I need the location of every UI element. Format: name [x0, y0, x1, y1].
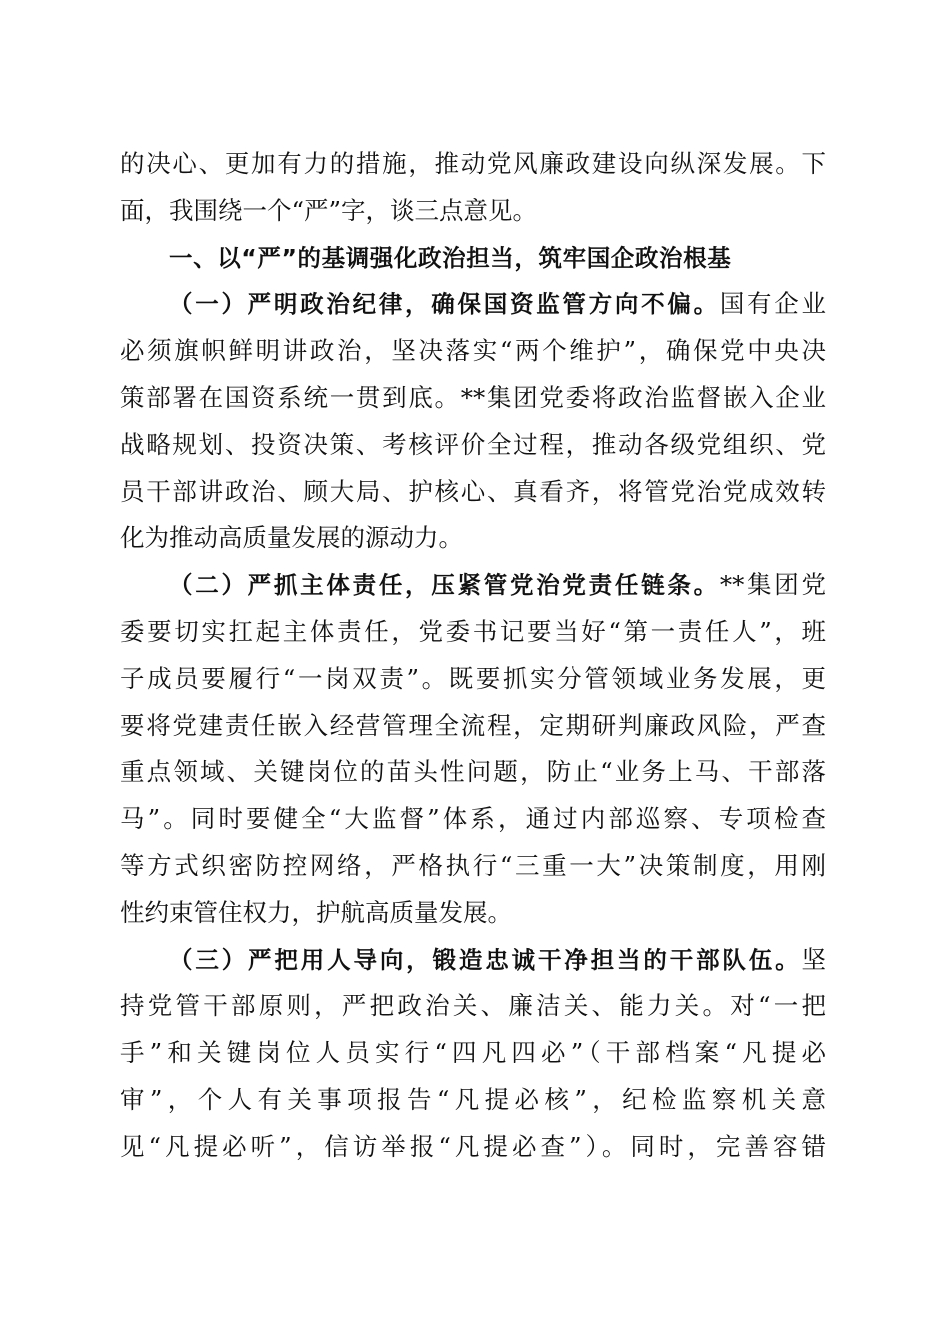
paragraph-2-subtitle: （二）严抓主体责任，压紧管党治党责任链条。	[169, 571, 720, 600]
paragraph-2-line: 性约束管住权力，护航高质量发展。	[120, 897, 512, 927]
paragraph-2-line: 委要切实扛起主体责任，党委书记要当好“第一责任人”，班	[120, 616, 826, 646]
paragraph-3-line: 见“凡提必听”，信访举报“凡提必查”）。同时，完善容错	[120, 1131, 826, 1161]
paragraph-2-line-1	[120, 562, 826, 609]
paragraph-2-line: 等方式织密防控网络，严格执行“三重一大”决策制度，用刚	[120, 850, 826, 880]
paragraph-1-line: 战略规划、投资决策、考核评价全过程，推动各级党组织、党	[120, 429, 826, 459]
paragraph-3-line-1	[120, 937, 826, 984]
paragraph-3-line: 手”和关键岗位人员实行“四凡四必”（干部档案“凡提必	[120, 1038, 826, 1068]
paragraph-3-text: 坚	[801, 944, 826, 974]
paragraph-3-line: 审”，个人有关事项报告“凡提必核”，纪检监察机关意	[120, 1084, 826, 1114]
paragraph-1-text: 国有企业	[719, 289, 826, 319]
paragraph-2-line: 马”。同时要健全“大监督”体系，通过内部巡察、专项检查	[120, 804, 826, 834]
intro-line-1: 的决心、更加有力的措施，推动党风廉政建设向纵深发展。下	[120, 149, 826, 178]
paragraph-1-line: 员干部讲政治、顾大局、护核心、真看齐，将管党治党成效转	[120, 476, 826, 506]
paragraph-2-line: 要将党建责任嵌入经营管理全流程，定期研判廉政风险，严查	[120, 710, 826, 740]
paragraph-1-line: 策部署在国资系统一贯到底。**集团党委将政治监督嵌入企业	[120, 382, 826, 412]
paragraph-1-subtitle: （一）严明政治纪律，确保国资监管方向不偏。	[169, 290, 720, 319]
paragraph-3-subtitle: （三）严把用人导向，锻造忠诚干净担当的干部队伍。	[169, 945, 802, 974]
paragraph-2-line: 重点领域、关键岗位的苗头性问题，防止“业务上马、干部落	[120, 757, 826, 787]
paragraph-1-line: 必须旗帜鲜明讲政治，坚决落实“两个维护”，确保党中央决	[120, 336, 826, 366]
document-page	[120, 141, 826, 1171]
paragraph-2-line: 子成员要履行“一岗双责”。既要抓实分管领域业务发展，更	[120, 663, 826, 693]
intro-line-2: 面，我围绕一个“严”字，谈三点意见。	[120, 195, 538, 225]
paragraph-3-line: 持党管干部原则，严把政治关、廉洁关、能力关。对“一把	[120, 991, 826, 1021]
paragraph-2-text: **集团党	[719, 570, 826, 600]
paragraph-1-line-1	[120, 281, 826, 328]
paragraph-1-line: 化为推动高质量发展的源动力。	[120, 523, 463, 553]
section-heading: 一、以“严”的基调强化政治担当，筑牢国企政治根基	[169, 243, 732, 272]
